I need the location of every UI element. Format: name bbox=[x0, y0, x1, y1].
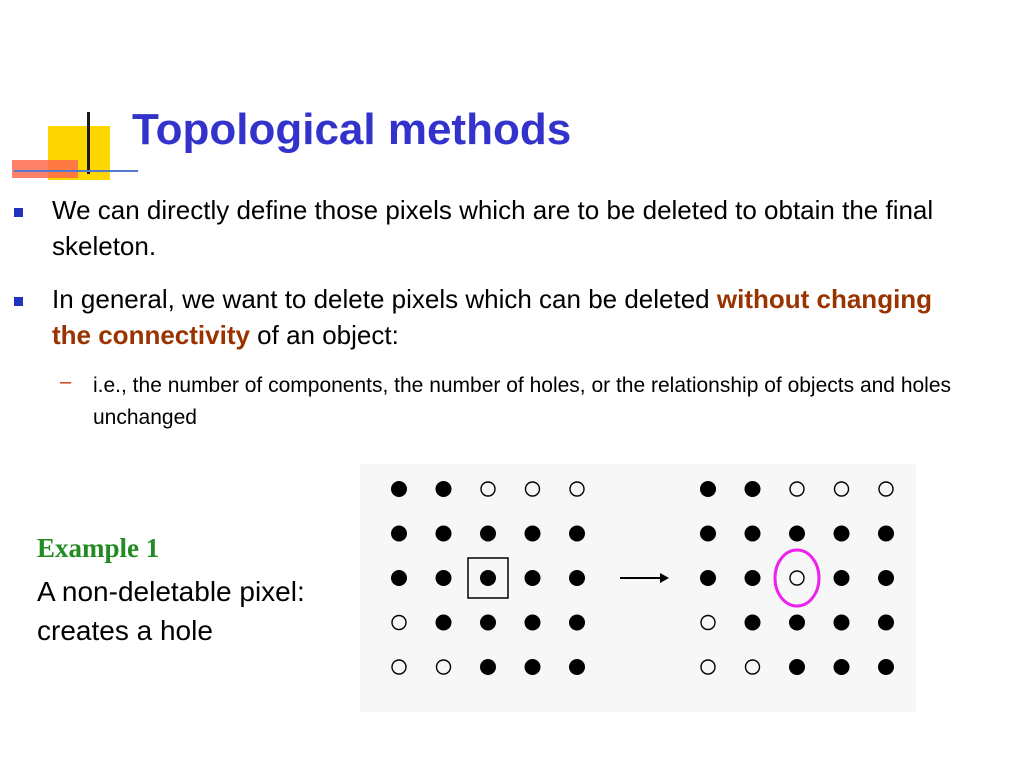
pixel-grid-figure bbox=[360, 464, 916, 712]
filled-pixel bbox=[789, 659, 805, 675]
filled-pixel bbox=[834, 526, 850, 542]
title-decoration-horizontal-line bbox=[14, 170, 138, 172]
filled-pixel bbox=[878, 615, 894, 631]
filled-pixel bbox=[525, 615, 541, 631]
bullet-2-highlight: without changing the connectivity bbox=[52, 284, 933, 350]
filled-pixel bbox=[789, 526, 805, 542]
filled-pixel bbox=[436, 526, 452, 542]
filled-pixel bbox=[745, 570, 761, 586]
example-line-2: creates a hole bbox=[37, 615, 213, 646]
filled-pixel bbox=[525, 526, 541, 542]
title-decoration-vertical-line bbox=[87, 112, 90, 174]
filled-pixel bbox=[525, 659, 541, 675]
filled-pixel bbox=[789, 615, 805, 631]
filled-pixel bbox=[391, 481, 407, 497]
filled-pixel bbox=[878, 659, 894, 675]
filled-pixel bbox=[569, 526, 585, 542]
filled-pixel bbox=[878, 570, 894, 586]
filled-pixel bbox=[834, 659, 850, 675]
filled-pixel bbox=[480, 570, 496, 586]
bullet-2-text-before: In general, we want to delete pixels which can be deleted bbox=[52, 284, 717, 314]
example-title: Example 1 bbox=[37, 533, 160, 563]
filled-pixel bbox=[834, 615, 850, 631]
filled-pixel bbox=[745, 481, 761, 497]
filled-pixel bbox=[480, 615, 496, 631]
filled-pixel bbox=[569, 570, 585, 586]
filled-pixel bbox=[480, 526, 496, 542]
filled-pixel bbox=[700, 570, 716, 586]
filled-pixel bbox=[745, 526, 761, 542]
filled-pixel bbox=[436, 615, 452, 631]
title-decoration-red-bar bbox=[12, 160, 78, 178]
example-line-1: A non-deletable pixel: bbox=[37, 576, 305, 607]
filled-pixel bbox=[391, 526, 407, 542]
figure-background bbox=[360, 464, 916, 712]
filled-pixel bbox=[700, 526, 716, 542]
sub-bullet-dash: – bbox=[60, 371, 72, 393]
filled-pixel bbox=[525, 570, 541, 586]
bullet-1: We can directly define those pixels which are to be deleted to obtain the final skeleton. bbox=[52, 195, 934, 261]
filled-pixel bbox=[436, 570, 452, 586]
filled-pixel bbox=[436, 481, 452, 497]
filled-pixel bbox=[569, 659, 585, 675]
bullet-square-icon bbox=[14, 208, 23, 217]
filled-pixel bbox=[745, 615, 761, 631]
bullet-2-text-after: of an object: bbox=[249, 320, 399, 350]
bullet-2 bbox=[52, 281, 952, 353]
filled-pixel bbox=[480, 659, 496, 675]
slide-title: Topological methods bbox=[132, 105, 572, 154]
sub-bullet: i.e., the number of components, the number of holes, or the relationship of objects and holes unchanged bbox=[93, 374, 952, 429]
filled-pixel bbox=[700, 481, 716, 497]
filled-pixel bbox=[391, 570, 407, 586]
filled-pixel bbox=[878, 526, 894, 542]
filled-pixel bbox=[569, 615, 585, 631]
filled-pixel bbox=[834, 570, 850, 586]
bullet-square-icon bbox=[14, 297, 23, 306]
